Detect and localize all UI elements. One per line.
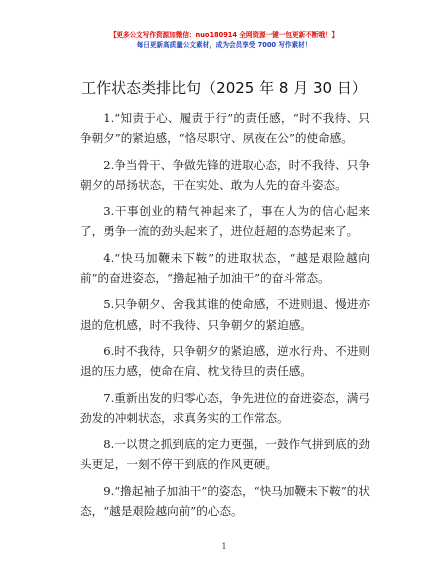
list-item-4: 4.“快马加鞭未下鞍”的进取状态，“越是艰险越向前”的奋进姿态，“撸起袖子加油干”的奋斗常态。	[80, 250, 370, 285]
list-item-6: 6.时不我待，只争朝夕的紧迫感，逆水行舟、不进则退的压力感，使命在肩、枕戈待旦的责任感。	[80, 343, 370, 379]
document-title: 工作状态类排比句（2025 年 8 月 30 日）	[81, 79, 367, 97]
list-item-9: 9.“撸起袖子加油干”的姿态，“快马加鞭未下鞍”的状态，“越是艰险越向前”的心态。	[80, 483, 370, 518]
list-item-2: 2.争当骨干、争做先锋的进取心态，时不我待、只争朝夕的昂扬状态，干在实处、敢为人先的奋斗姿态。	[80, 157, 370, 192]
promo-banner	[0, 30, 448, 50]
sentence-list	[80, 108, 370, 527]
promo-banner-line-2: 每日更新高质量公文素材，成为会员享受 7000 写作素材！	[136, 41, 312, 49]
promo-banner-line-1: 【更多公文写作资源加微信：nuo180914 全网资源一键一包更新不断哦！】	[109, 31, 339, 39]
list-item-1: 1.“知责于心、履责于行”的责任感，“时不我待、只争朝夕”的紧迫感，“恪尽职守、夙夜在公”的使命感。	[80, 111, 370, 146]
list-item-5: 5.只争朝夕、舍我其谁的使命感，不进则退、慢进亦退的危机感，时不我待、只争朝夕的紧迫感。	[80, 297, 370, 332]
page-number: 1	[221, 542, 227, 551]
list-item-8: 8.一以贯之抓到底的定力更强，一鼓作气拼到底的劲头更足，一刻不停干到底的作风更硬。	[80, 437, 370, 472]
list-item-3: 3.干事创业的精气神起来了，事在人为的信心起来了，勇争一流的劲头起来了，进位赶超的态势起来了。	[80, 204, 370, 239]
list-item-7: 7.重新出发的归零心态，争先进位的奋进姿态，满弓劲发的冲刺状态，求真务实的工作常态。	[80, 390, 370, 425]
